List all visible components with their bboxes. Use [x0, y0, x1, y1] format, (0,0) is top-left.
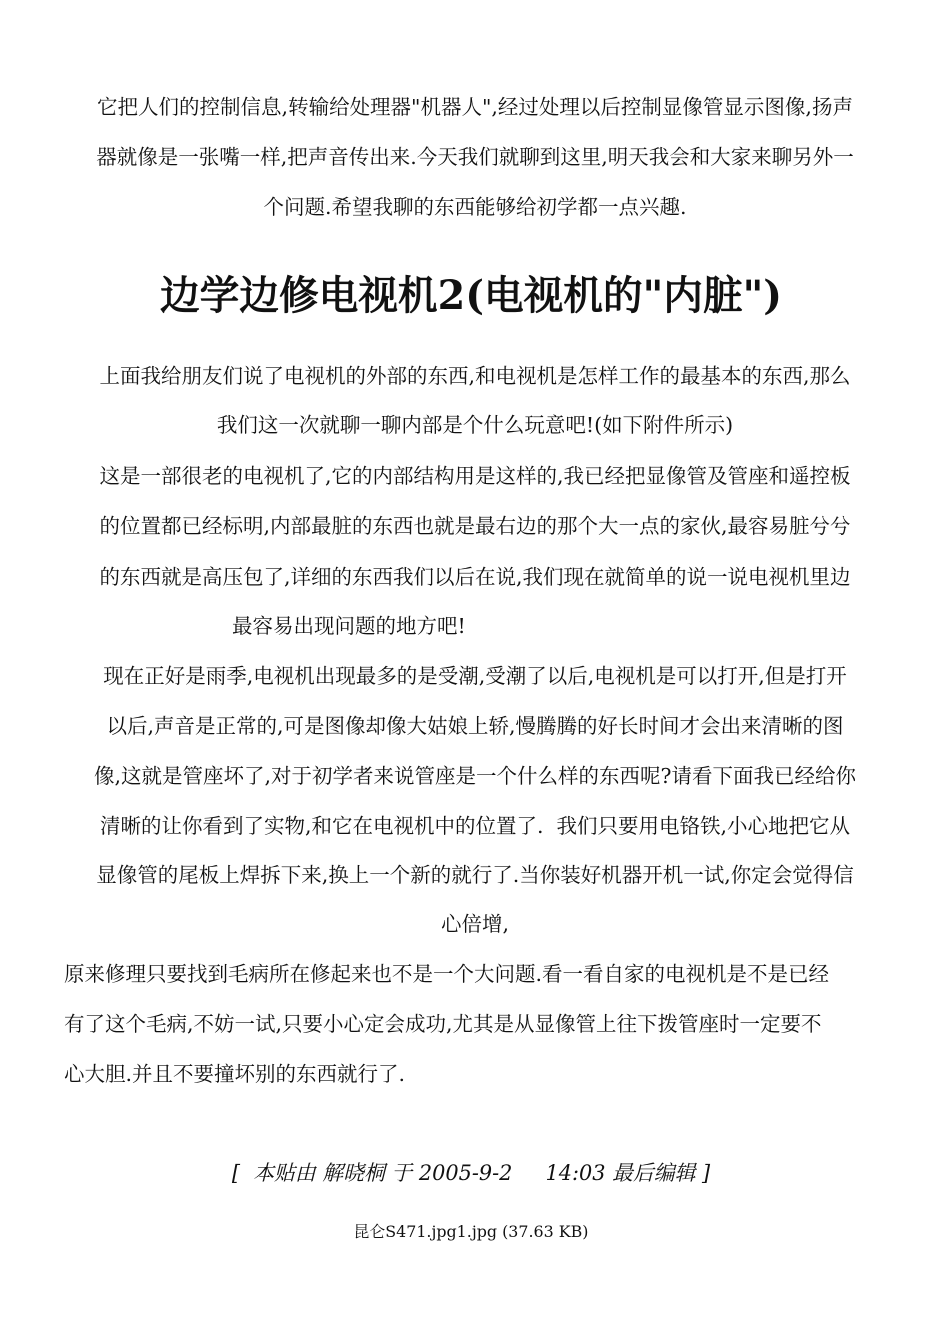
- section3-line-3: 像,这就是管座坏了,对于初学者来说管座是一个什么样的东西呢?请看下面我已经给你: [93, 764, 857, 788]
- section3-line-1: 现在正好是雨季,电视机出现最多的是受潮,受潮了以后,电视机是可以打开,但是打开: [103, 664, 847, 688]
- section4-line-2: 有了这个毛病,不妨一试,只要小心定会成功,尤其是从显像管上往下拨管座时一定要不: [64, 1012, 822, 1036]
- section4-line-1: 原来修理只要找到毛病所在修起来也不是一个大问题.看一看自家的电视机是不是已经: [64, 962, 830, 986]
- section3-line-2: 以后,声音是正常的,可是图像却像大姑娘上轿,慢腾腾的好长时间才会出来清晰的图: [106, 714, 844, 738]
- section1-line-1: 上面我给朋友们说了电视机的外部的东西,和电视机是怎样工作的最基本的东西,那么: [99, 364, 851, 388]
- section2-line-3: 的东西就是高压包了,详细的东西我们以后在说,我们现在就简单的说一说电视机里边: [99, 565, 851, 589]
- attachment-link[interactable]: 昆仑S471.jpg1.jpg (37.63 KB): [353, 1222, 589, 1241]
- intro-line-1: 它把人们的控制信息,转输给处理器"机器人",经过处理以后控制显像管显示图像,扬声: [97, 95, 853, 119]
- intro-line-3: 个问题.希望我聊的东西能够给初学都一点兴趣.: [263, 195, 687, 219]
- edit-note: [ 本贴由 解晓桐 于 2005-9-2 14:03 最后编辑 ]: [231, 1161, 711, 1185]
- section3-line-5: 显像管的尾板上焊拆下来,换上一个新的就行了.当你装好机器开机一试,你定会觉得信: [96, 863, 854, 887]
- section2-line-2: 的位置都已经标明,内部最脏的东西也就是最右边的那个大一点的家伙,最容易脏兮兮: [99, 514, 851, 538]
- section4-line-3: 心大胆.并且不要撞坏别的东西就行了.: [64, 1062, 406, 1086]
- intro-line-2: 器就像是一张嘴一样,把声音传出来.今天我们就聊到这里,明天我会和大家来聊另外一: [96, 145, 854, 169]
- section1-line-2: 我们这一次就聊一聊内部是个什么玩意吧!(如下附件所示): [216, 413, 734, 437]
- section2-line-4: 最容易出现问题的地方吧!: [232, 614, 466, 638]
- section3-line-4: 清晰的让你看到了实物,和它在电视机中的位置了. 我们只要用电铬铁,小心地把它从: [99, 814, 851, 838]
- section2-line-1: 这是一部很老的电视机了,它的内部结构用是这样的,我已经把显像管及管座和遥控板: [99, 464, 851, 488]
- section3-line-6: 心倍增,: [440, 912, 510, 936]
- article-title: 边学边修电视机2(电视机的"内脏"): [159, 272, 783, 319]
